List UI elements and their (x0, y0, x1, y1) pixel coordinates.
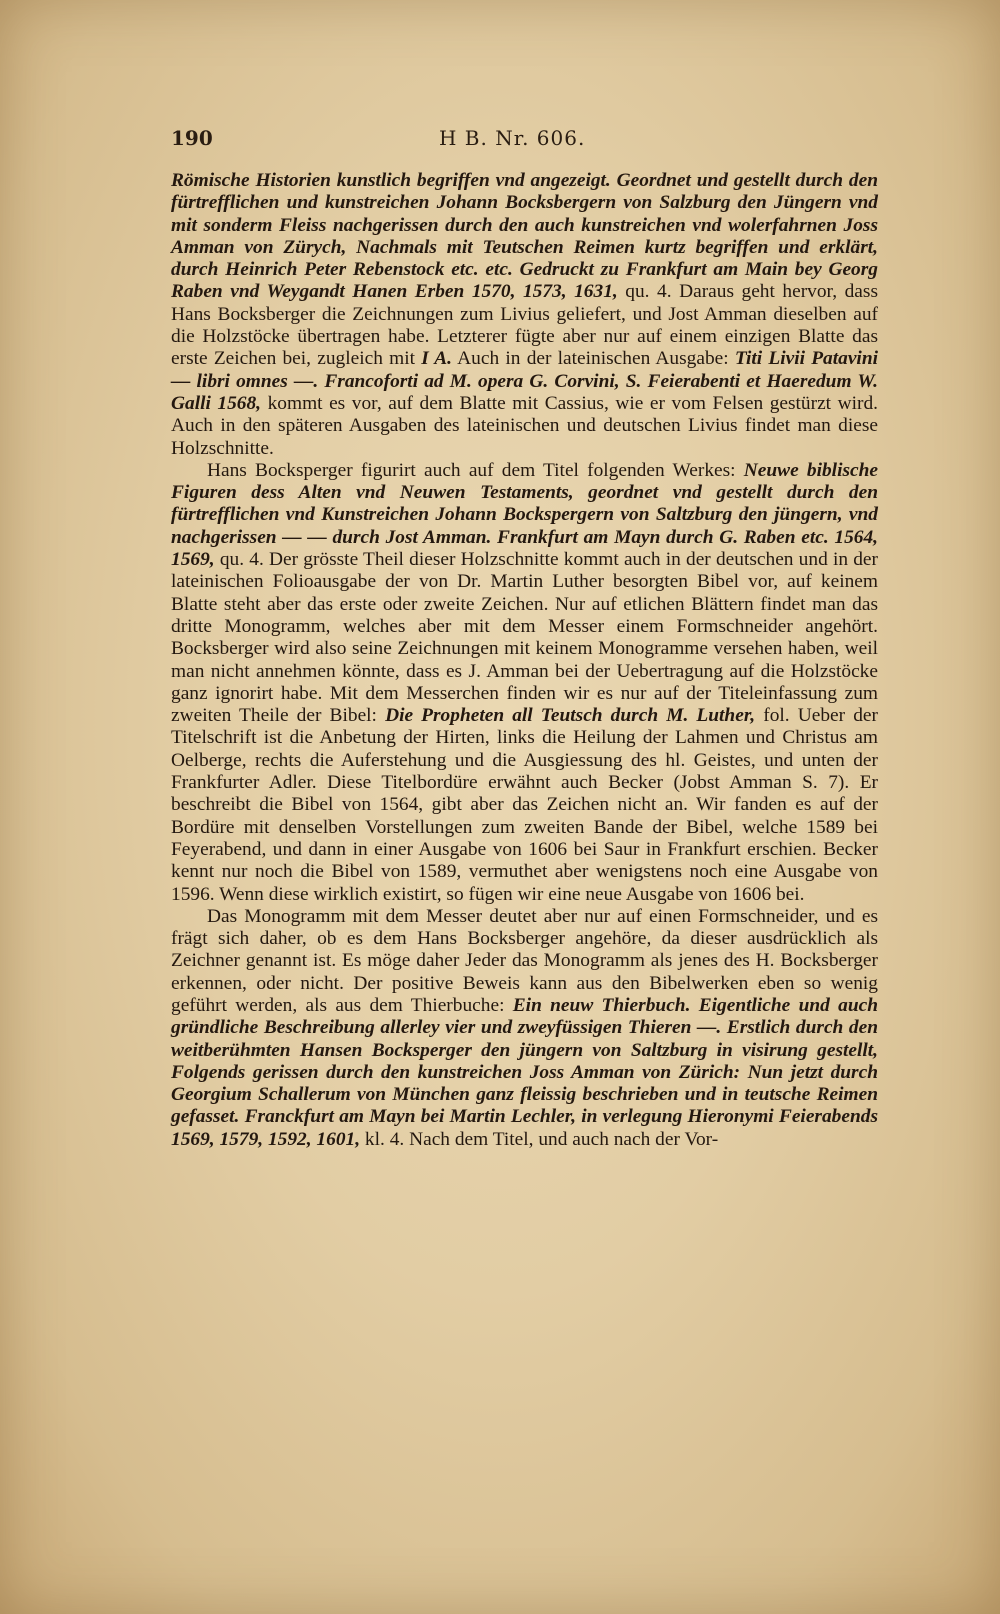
text-run: kl. 4. Nach dem Titel, und auch nach der Vor- (360, 1128, 719, 1150)
text-run: Das Monogramm mit dem Messer deutet aber nur auf einen Formschneider, und es frägt sich daher, ob es dem Hans Bocksberger angehöre, da dieser ausdrücklich als Zeichner genannt ist. Es möge daher Jeder das Monogramm als jenes des H. Bocksberger erkennen, oder nicht. Der positive Beweis kann aus den Bibelwerken eben so wenig geführt werden, als aus dem Thierbuche: (171, 905, 878, 1016)
text-run: Hans Bocksperger figurirt auch auf dem Titel folgenden Werkes: (207, 459, 744, 481)
paragraph-2 (171, 460, 878, 906)
text-run: Römische Historien kunstlich begriffen vnd angezeigt. Geordnet und gestellt durch den fürtrefflichen und kunstreichen Johann Bocksbergern von Salzburg den Jüngern vnd mit sonderm Fleiss nachgerissen durch den auch kunstreichen vnd wolerfahrnen Joss Amman von Zürych, Nachmals mit Teutschen Reimen kurtz begriffen und erklärt, durch Heinrich Peter Rebenstock etc. etc. Gedruckt zu Frankfurt am Main bey Georg Raben vnd Weygandt Hanen Erben 1570, 1573, 1631, (171, 170, 878, 303)
text-run: qu. 4. Daraus geht hervor, dass Hans Bocksberger die Zeichnungen zum Livius geliefert, und Jost Amman dieselben auf die Holzstöcke übertragen habe. Letzterer fügte aber nur auf einem einzigen Blatte das erste Zeichen bei, zugleich mit (171, 281, 878, 370)
text-run: I A. (421, 348, 453, 370)
page-number: 190 (171, 126, 213, 150)
text-run: Die Propheten all Teutsch durch M. Luther, (385, 705, 756, 727)
text-run: fol. Ueber der Titelschrift ist die Anbetung der Hirten, links die Heilung der Lahmen und Christus am Oelberge, rechts die Auferstehung und die Ausgiessung des hl. Geistes, und unten der Frankfurter Adler. Diese Titelbordüre erwähnt auch Becker (Jobst Amman S. 7). Er beschreibt die Bibel von 1564, gibt aber das Zeichen nicht an. Wir fanden es auf der Bordüre mit denselben Vorstellungen zum zweiten Bande der Bibel, welche 1589 bei Feyerabend, und dann in einer Ausgabe von 1606 bei Saur in Frankfurt erschien. Becker kennt nur noch die Bibel von 1589, vermuthet aber wenigstens noch eine Ausgabe von 1596. Wenn diese wirklich existirt, so fügen wir eine neue Ausgabe von 1606 bei. (171, 705, 878, 905)
page-header (171, 126, 878, 158)
paragraph-1 (171, 170, 878, 460)
text-run: kommt es vor, auf dem Blatte mit Cassius, wie er vom Felsen gestürzt wird. Auch in den späteren Ausgaben des lateinischen und deutschen Livius findet man diese Holzschnitte. (171, 392, 879, 459)
text-run: Ein neuw Thierbuch. Eigentliche und auch gründliche Beschreibung allerley vier und zweyfüssigen Thieren —. Erstlich durch den weitberühmten Hansen Bocksperger den jüngern von Saltzburg in visirung gestellt, Folgends gerissen durch den kunstreichen Joss Amman von Zürich: Nun jetzt durch Georgium Schallerum von München ganz fleissig beschrieben und in teutsche Reimen gefasset. Franckfurt am Mayn bei Martin Lechler, in verlegung Hieronymi Feierabends 1569, 1579, 1592, 1601, (171, 994, 878, 1150)
body-text (171, 170, 878, 1151)
text-run: Titi Livii Patavini — libri omnes —. Francoforti ad M. opera G. Corvini, S. Feierabenti et Haeredum W. Galli 1568, (171, 348, 878, 414)
text-run: Neuwe biblische Figuren dess Alten vnd Neuwen Testaments, geordnet vnd gestellt durch den fürtrefflichen vnd Kunstreichen Johann Bockspergern von Saltzburg den jüngern, vnd nachgerissen — — durch Jost Amman. Frankfurt am Mayn durch G. Raben etc. 1564, 1569, (171, 459, 878, 571)
text-run: qu. 4. Der grösste Theil dieser Holzschnitte kommt auch in der deutschen und in der lateinischen Folioausgabe der von Dr. Martin Luther besorgten Bibel vor, auf keinem Blatte steht aber das erste oder zweite Zeichen. Nur auf etlichen Blättern findet man das dritte Monogramm, welches aber mit dem Messer einem Formschneider angehört. Bocksberger wird also seine Zeichnungen mit keinem Monogramme versehen haben, weil man nicht annehmen könnte, dass es J. Amman bei der Uebertragung auf die Holzstöcke ganz ignorirt habe. Mit dem Messerchen finden wir es nur auf der Titeleinfassung zum zweiten Theile der Bibel: (171, 549, 878, 727)
paragraph-3 (171, 906, 878, 1151)
running-head: H B. Nr. 606. (439, 126, 586, 150)
text-run: Auch in der lateinischen Ausgabe: (452, 348, 735, 370)
